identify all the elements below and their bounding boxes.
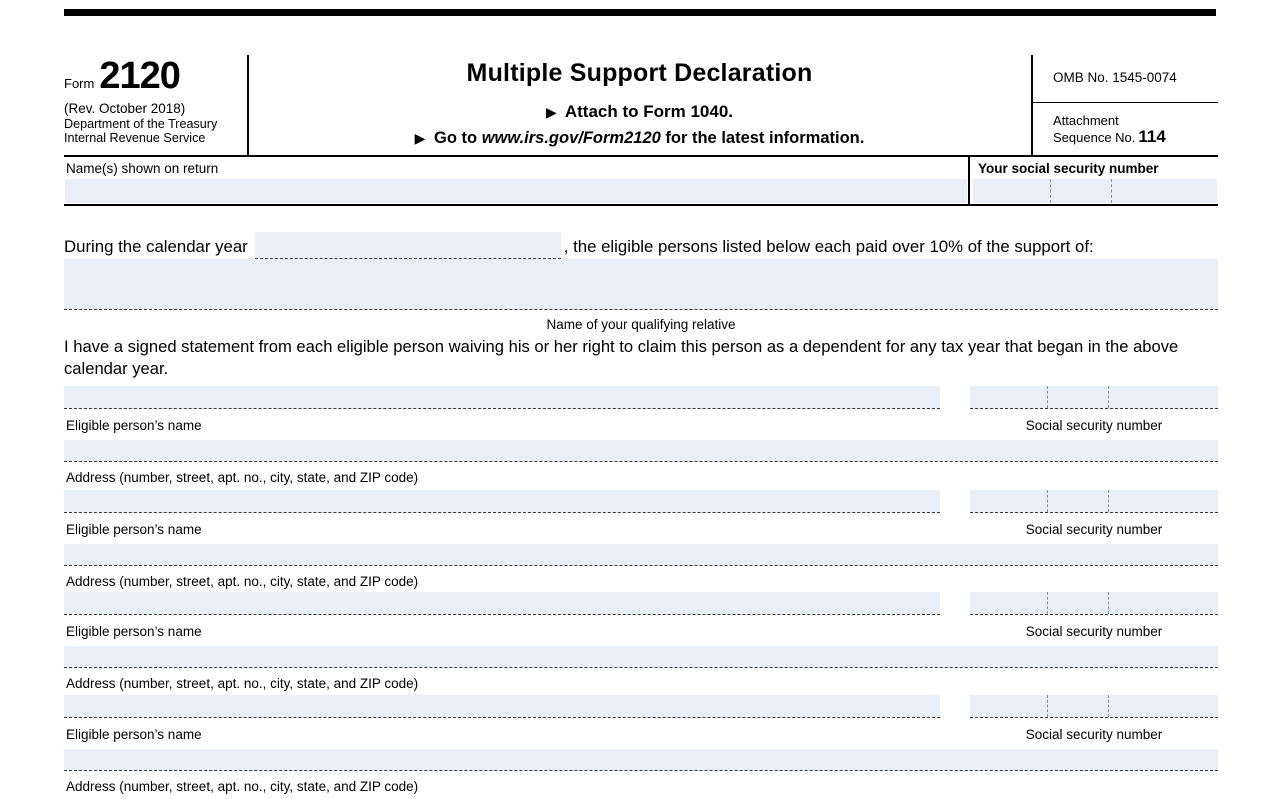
agency-line-2: Internal Revenue Service [64,131,206,145]
eligible-name-label: Eligible person’s name [66,418,202,433]
eligible-person-block-4 [64,695,1218,799]
qualifying-relative-label: Name of your qualifying relative [546,317,736,332]
name-on-return-input[interactable] [65,179,967,203]
form-number-block [64,55,246,145]
your-ssn-input[interactable] [973,179,1217,203]
identity-row-divider [968,157,970,205]
eligible-name-input[interactable] [64,592,940,615]
eligible-name-input[interactable] [64,386,940,409]
form-title-block [249,55,1030,148]
sequence-number: 114 [1138,126,1166,146]
eligible-person-block-1 [64,386,1218,490]
name-on-return-label: Name(s) shown on return [66,161,219,176]
eligible-address-label: Address (number, street, apt. no., city, state, and ZIP code) [66,574,419,589]
eligible-name-label: Eligible person’s name [66,522,202,537]
sequence-label: Sequence No. [1053,129,1136,145]
ssn-segment-divider [1108,695,1109,717]
sequence-line [1053,126,1166,146]
header-bottom-rule [64,155,1218,157]
attach-note [249,102,1030,122]
agency-line-1: Department of the Treasury [64,117,218,131]
ssn-segment-divider [1047,386,1048,408]
ssn-segment-divider [1108,592,1109,614]
eligible-ssn-input[interactable] [970,490,1218,513]
attachment-label: Attachment [1053,113,1119,128]
eligible-ssn-label: Social security number [1025,522,1163,537]
form-title: Multiple Support Declaration [466,59,813,87]
eligible-ssn-label: Social security number [1025,624,1163,639]
calendar-year-input[interactable] [255,232,561,259]
form-revision: (Rev. October 2018) [64,101,186,116]
calendar-suffix: , the eligible persons listed below each paid over 10% of the support of: [563,237,1094,256]
identity-row-bottom-rule [64,204,1218,206]
eligible-address-input[interactable] [64,646,1218,668]
eligible-ssn-input[interactable] [970,592,1218,615]
form-number-line [64,55,246,98]
eligible-address-input[interactable] [64,749,1218,771]
qualifying-relative-input[interactable] [64,259,1218,310]
arrow-icon: ▶ [414,130,426,146]
eligible-address-label: Address (number, street, apt. no., city, state, and ZIP code) [66,779,419,794]
ssn-segment-divider [1108,386,1109,408]
ssn-segment-divider [1111,179,1112,203]
eligible-person-block-2 [64,490,1218,594]
ssn-segment-divider [1047,592,1048,614]
form-header [64,55,1218,156]
goto-suffix: for the latest information. [665,129,865,147]
eligible-address-input[interactable] [64,544,1218,566]
attachment-sequence [1053,113,1166,145]
eligible-ssn-label: Social security number [1025,727,1163,742]
omb-block [1033,55,1218,156]
omb-number: OMB No. 1545-0074 [1053,70,1177,85]
eligible-ssn-input[interactable] [970,695,1218,718]
calendar-year-sentence [64,230,1254,259]
goto-prefix: Go to [434,129,478,147]
ssn-segment-divider [1047,695,1048,717]
arrow-icon: ▶ [545,104,557,120]
eligible-name-label: Eligible person’s name [66,624,202,639]
eligible-person-block-3 [64,592,1218,696]
eligible-name-input[interactable] [64,490,940,513]
eligible-address-label: Address (number, street, apt. no., city, state, and ZIP code) [66,470,419,485]
eligible-ssn-label: Social security number [1025,418,1163,433]
eligible-name-label: Eligible person’s name [66,727,202,742]
eligible-ssn-input[interactable] [970,386,1218,409]
ssn-segment-divider [1047,490,1048,512]
declaration-statement: I have a signed statement from each eligible person waiving his or her right to claim this person as a dependent for any tax year that began in the above calendar year. [64,337,1179,378]
eligible-address-label: Address (number, street, apt. no., city, state, and ZIP code) [66,676,419,691]
eligible-address-input[interactable] [64,440,1218,462]
page-top-rule [64,9,1216,16]
ssn-segment-divider [1050,179,1051,203]
form-number: 2120 [99,55,180,97]
eligible-name-input[interactable] [64,695,940,718]
omb-divider [1033,102,1218,103]
form-word: Form [64,76,95,91]
goto-url-link[interactable]: www.irs.gov/Form2120 [481,129,661,147]
ssn-segment-divider [1108,490,1109,512]
goto-note [249,129,1030,148]
calendar-prefix: During the calendar year [64,237,248,256]
attach-note-text: Attach to Form 1040. [564,102,734,121]
your-ssn-label: Your social security number [978,161,1159,176]
